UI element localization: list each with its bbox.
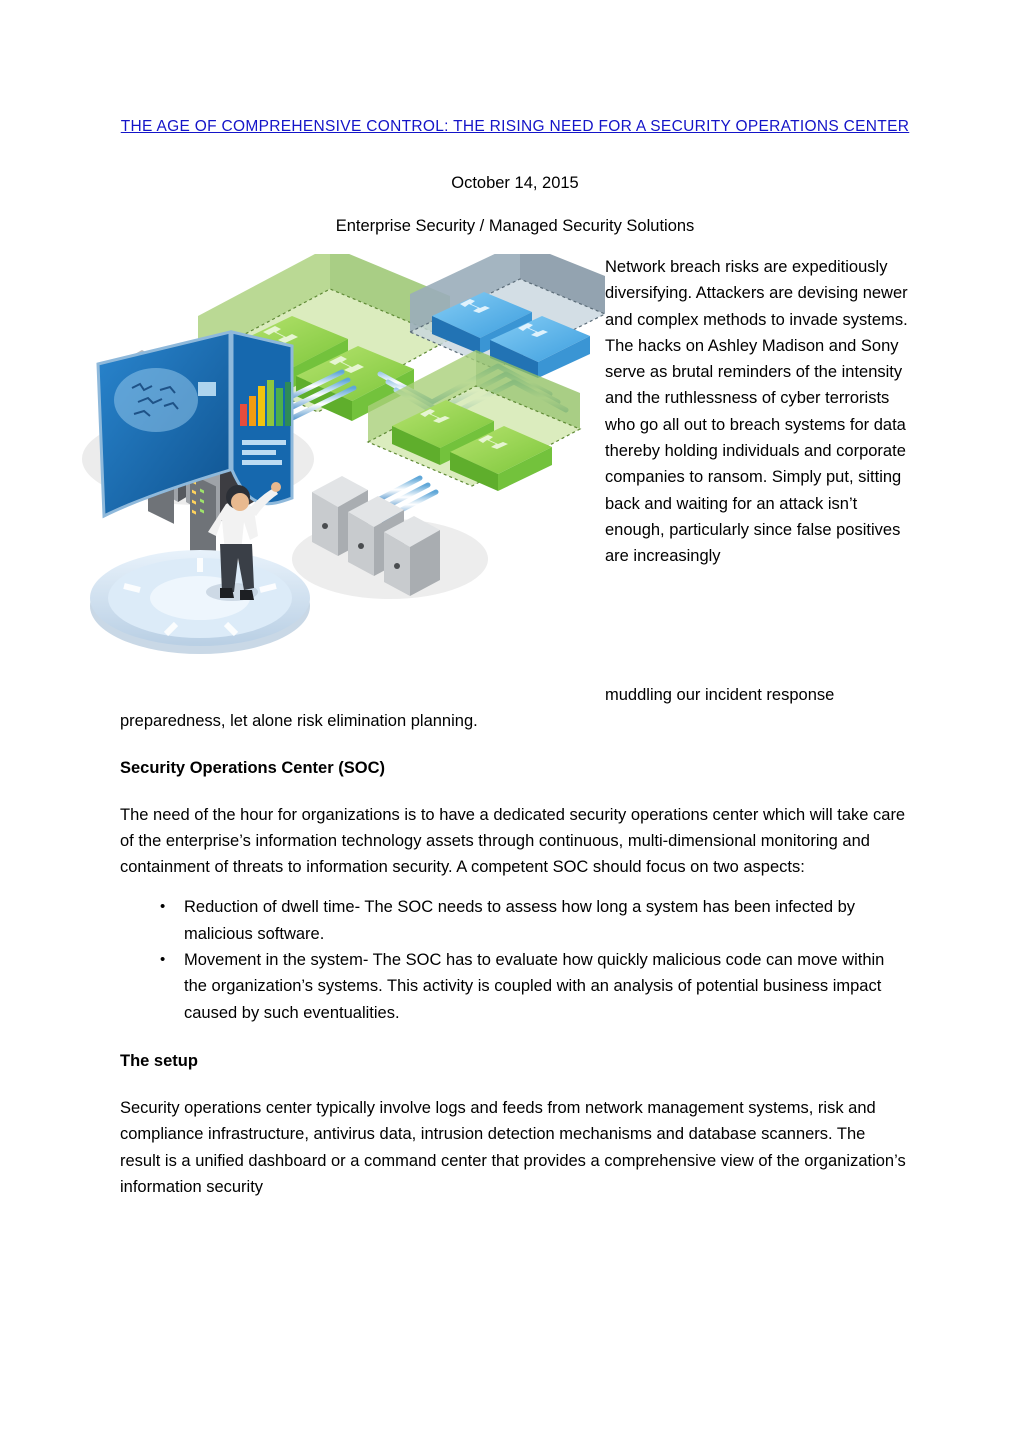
section-heading-soc: Security Operations Center (SOC) [120,758,385,777]
document-title-link[interactable]: THE AGE OF COMPREHENSIVE CONTROL: THE RISING NEED FOR A SECURITY OPERATIONS CENTER [120,118,910,135]
network-operations-illustration [80,254,605,684]
document-body [120,118,910,1200]
section-paragraph-soc: The need of the hour for organizations is to have a dedicated security operations center which will take care of the enterprise’s information technology assets through continuous, multi-dimensional monitoring and containment of threats to information security. A competent SOC should focus on two aspects: [120,805,906,877]
intro-tail-wrapper [120,682,910,735]
title-row [120,118,910,136]
list-item-text: Movement in the system- The SOC has to evaluate how quickly malicious code can move within the organization’s systems. This activity is coupled with an analysis of potential business impact caused by such eventualities. [184,951,885,1022]
soc-focus-list [120,894,910,1025]
blue-switch-cluster [410,254,605,378]
list-item [160,947,910,1026]
intro-tail-text: muddling our incident response preparedness, let alone risk elimination planning. [120,686,835,731]
document-date: October 14, 2015 [451,174,579,192]
section-heading-setup: The setup [120,1051,198,1070]
document-category: Enterprise Security / Managed Security Solutions [335,217,695,235]
intro-block [120,254,910,735]
list-item [160,894,910,947]
command-platform [90,550,310,654]
section-paragraph-setup: Security operations center typically involve logs and feeds from network management systems, risk and compliance infrastructure, antivirus data, intrusion detection mechanisms and database scanners. The result is a unified dashboard or a command center that provides a comprehensive view of the organization’s information security [120,1098,906,1196]
intro-text: Network breach risks are expeditiously diversifying. Attackers are devising newer and complex methods to invade systems. The hacks on Ashley Madison and Sony serve as brutal reminders of the intensity and the ruthlessness of cyber terrorists who go all out to breach systems for data thereby holding individuals and corporate companies to ransom. Simply put, sitting back and waiting for an attack isn’t enough, particularly since false positives are increasingly [605,258,908,566]
list-item-text: Reduction of dwell time- The SOC needs to assess how long a system has been infected by malicious software. [184,898,856,943]
bullet-glyph-icon: • [160,898,166,916]
illustration-svg [80,254,605,684]
bullet-glyph-icon: • [160,951,166,969]
